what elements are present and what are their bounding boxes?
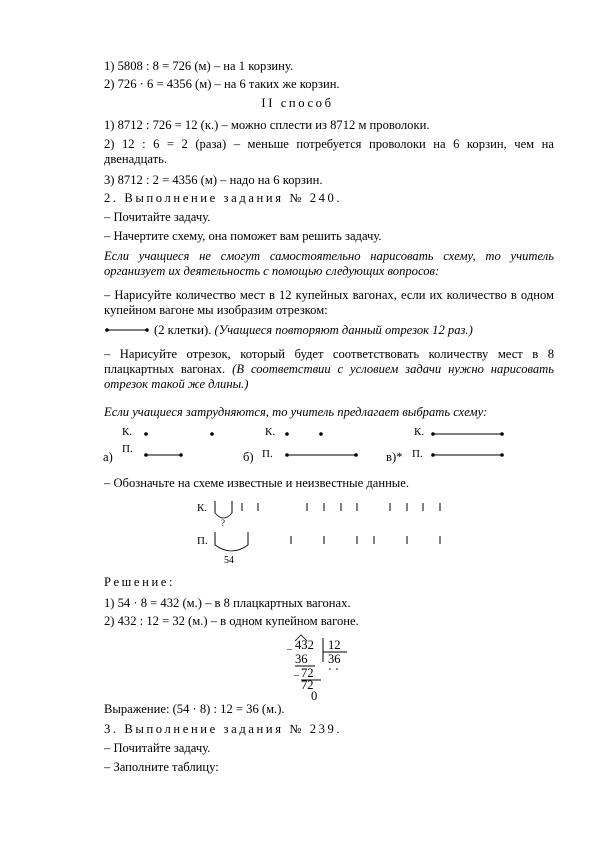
scheme-b-k-label: К.: [265, 426, 276, 438]
task-heading: 2. Выполнение задания № 240.: [104, 191, 343, 205]
known-value: 54: [224, 555, 234, 566]
scheme-a-p-label: П.: [122, 443, 133, 455]
text-line: 1) 54 · 8 = 432 (м.) – в 8 плацкартных вагонах.: [104, 596, 351, 610]
scheme-options: [100, 422, 530, 470]
scheme-b-label: б): [243, 450, 254, 464]
minus-sign: –: [287, 644, 292, 655]
scheme-a-k-label: К.: [122, 426, 133, 438]
subtrahend-1: 36: [295, 652, 308, 666]
divisor: 12: [328, 638, 341, 652]
text-paragraph: [104, 347, 554, 392]
italic-paragraph: Если учащиеся не смогут самостоятельно нарисовать схему, то учитель организует их деятельность с помощью следующих вопросов:: [104, 249, 554, 278]
dividend: 432: [295, 638, 314, 652]
text-line: 1) 5808 : 8 = 726 (м) – на 1 корзину.: [104, 59, 294, 73]
scheme-v-label: в)*: [386, 450, 403, 464]
text-line: – Обозначьте на схеме известные и неизвестные данные.: [104, 476, 410, 490]
text-line: – Начертите схему, она поможет вам решить задачу.: [104, 229, 382, 243]
scheme-v-p-label: П.: [412, 448, 423, 460]
unknown-mark: ?: [221, 518, 225, 528]
segment-note-text: (2 клетки).: [154, 323, 212, 337]
scheme-b-p-label: П.: [262, 448, 273, 460]
annotated-scheme: [195, 495, 455, 571]
text-line: 2) 432 : 12 = 32 (м.) – в одном купейном вагоне.: [104, 614, 359, 628]
text-line: 2) 726 · 6 = 4356 (м) – на 6 таких же корзин.: [104, 77, 340, 91]
long-division: [285, 630, 365, 702]
scheme-v-k-label: К.: [414, 426, 425, 438]
text-paragraph: – Нарисуйте количество мест в 12 купейных вагонах, если их количество в одном купейном вагоне мы изобразим отрезком:: [104, 288, 554, 317]
scheme-k-label: К.: [197, 502, 208, 514]
result-zero: 0: [311, 689, 318, 702]
text-paragraph: 2) 12 : 6 = 2 (раза) – меньше потребуется проволоки на 6 корзин, чем на двенадцать.: [104, 137, 554, 166]
scheme-a-label: а): [103, 450, 113, 464]
scheme-p-label: П.: [197, 535, 208, 547]
segment-note-italic: (Учащиеся повторяют данный отрезок 12 раз.): [214, 323, 473, 337]
minus-sign-2: –: [294, 670, 299, 681]
quotient: 36: [328, 652, 341, 666]
text-line: 3) 8712 : 2 = 4356 (м) – надо на 6 корзин.: [104, 173, 323, 187]
text-line: 1) 8712 : 726 = 12 (к.) – можно сплести из 8712 м проволоки.: [104, 118, 430, 132]
question-text: – Нарисуйте отрезок, который будет соответствовать количеству мест в 8 плацкартных вагонах.: [104, 347, 554, 376]
unit-segment: [104, 325, 150, 335]
segment-note: [154, 323, 554, 338]
subtrahend-2: 72: [301, 678, 314, 692]
italic-line: Если учащиеся затрудняются, то учитель предлагает выбрать схему:: [104, 405, 488, 419]
text-line: Выражение: (54 · 8) : 12 = 36 (м.).: [104, 702, 285, 716]
text-line: – Заполните таблицу:: [104, 760, 219, 774]
remainder-1: 72: [301, 666, 314, 680]
text-line: – Почитайте задачу.: [104, 210, 211, 224]
section-heading: II способ: [261, 96, 334, 110]
text-line: – Почитайте задачу.: [104, 741, 211, 755]
question-italic: (В соответствии с условием задачи нужно нарисовать отрезок такой же длины.): [104, 362, 554, 391]
solution-heading: Решение:: [104, 575, 176, 589]
task-heading: 3. Выполнение задания № 239.: [104, 722, 343, 736]
